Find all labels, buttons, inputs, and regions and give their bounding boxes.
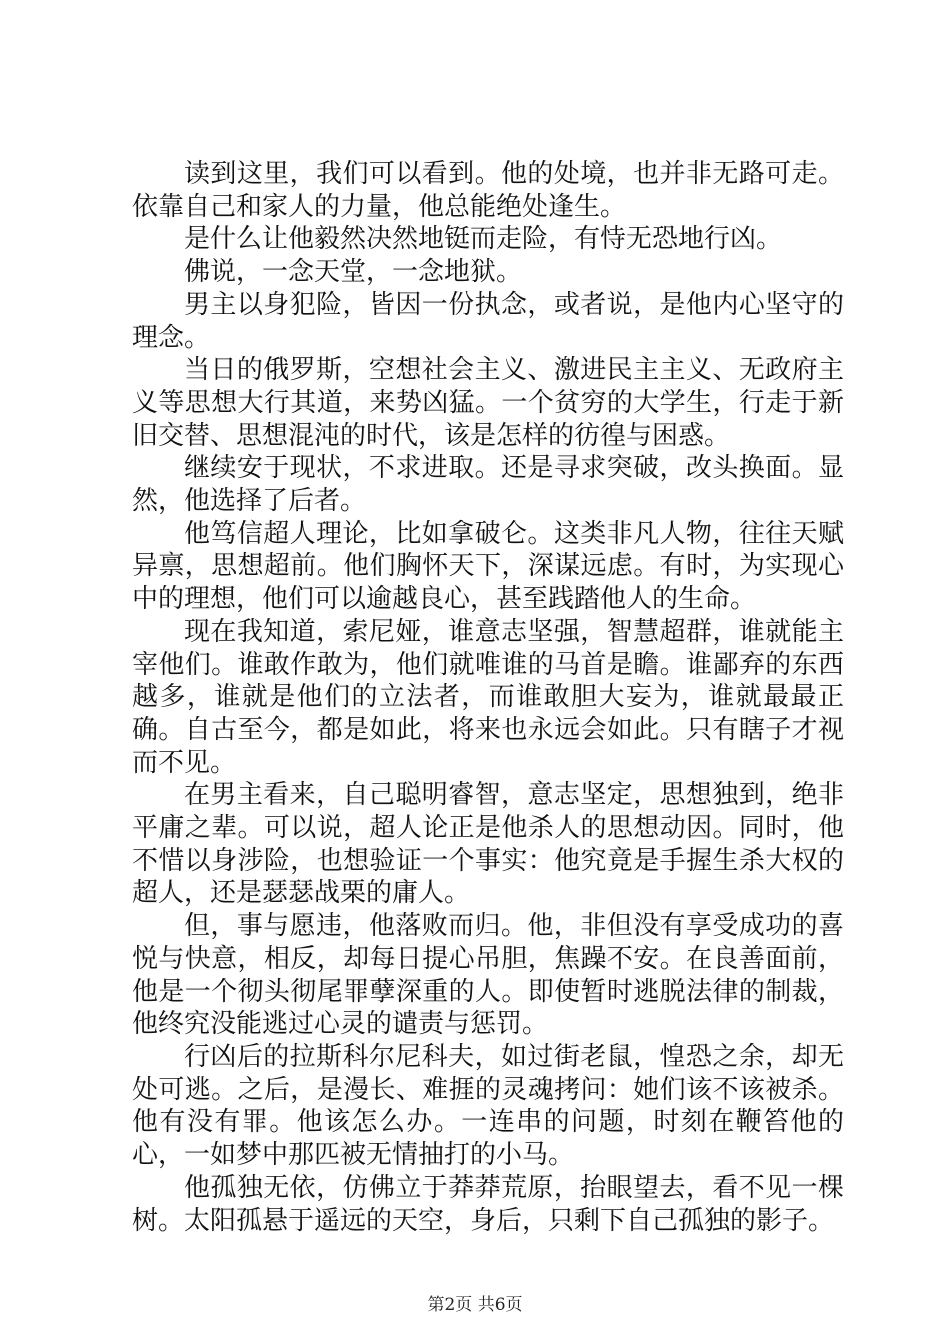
paragraph-10: 但，事与愿违，他落败而归。他，非但没有享受成功的喜悦与快意，相反，却每日提心吊胆，焦躁不安。在良善面前，他是一个彻头彻尾罪孽深重的人。即使暂时逃脱法律的制裁，他终究没能逃过心灵的谴责与惩罚。	[132, 911, 844, 1040]
paragraph-8: 现在我知道，索尼娅，谁意志坚强，智慧超群，谁就能主宰他们。谁敢作敢为，他们就唯谁的马首是瞻。谁鄙弃的东西越多，谁就是他们的立法者，而谁敢胆大妄为，谁就最最正确。自古至今，都是如此，将来也永远会如此。只有瞎子才视而不见。	[132, 616, 844, 778]
paragraph-3: 佛说，一念天堂，一念地狱。	[184, 257, 523, 288]
paragraph-1: 读到这里，我们可以看到。他的处境，也并非无路可走。依靠自己和家人的力量，他总能绝处逢生。	[132, 159, 844, 222]
paragraph-11: 行凶后的拉斯科尔尼科夫，如过街老鼠，惶恐之余，却无处可逃。之后，是漫长、难捱的灵魂拷问：她们该不该被杀。他有没有罪。他该怎么办。一连串的问题，时刻在鞭笞他的心，一如梦中那匹被无情抽打的小马。	[132, 1041, 844, 1171]
paragraph-7: 他笃信超人理论，比如拿破仑。这类非凡人物，往往天赋异禀，思想超前。他们胸怀天下，深谋远虑。有时，为实现心中的理想，他们可以逾越良心，甚至践踏他人的生命。	[132, 518, 844, 615]
paragraph-9: 在男主看来，自己聪明睿智，意志坚定，思想独到，绝非平庸之辈。可以说，超人论正是他杀人的思想动因。同时，他不惜以身涉险，也想验证一个事实：他究竟是手握生杀大权的超人，还是瑟瑟战栗的庸人。	[132, 780, 844, 909]
paragraph-6: 继续安于现状，不求进取。还是寻求突破，改头换面。显然，他选择了后者。	[132, 453, 844, 517]
page-number-footer: 第2页 共6页	[427, 1295, 523, 1315]
paragraph-4: 男主以身犯险，皆因一份执念，或者说，是他内心坚守的理念。	[132, 289, 844, 353]
paragraph-2: 是什么让他毅然决然地铤而走险，有恃无恐地行凶。	[184, 224, 783, 255]
paragraph-5: 当日的俄罗斯，空想社会主义、激进民主主义、无政府主义等思想大行其道，来势凶猛。一个贫穷的大学生，行走于新旧交替、思想混沌的时代，该是怎样的彷徨与困惑。	[132, 355, 844, 451]
document-body	[132, 158, 844, 1237]
paragraph-12: 他孤独无依，仿佛立于莽莽荒原，抬眼望去，看不见一棵树。太阳孤悬于遥远的天空，身后，只剩下自己孤独的影子。	[132, 1172, 844, 1236]
